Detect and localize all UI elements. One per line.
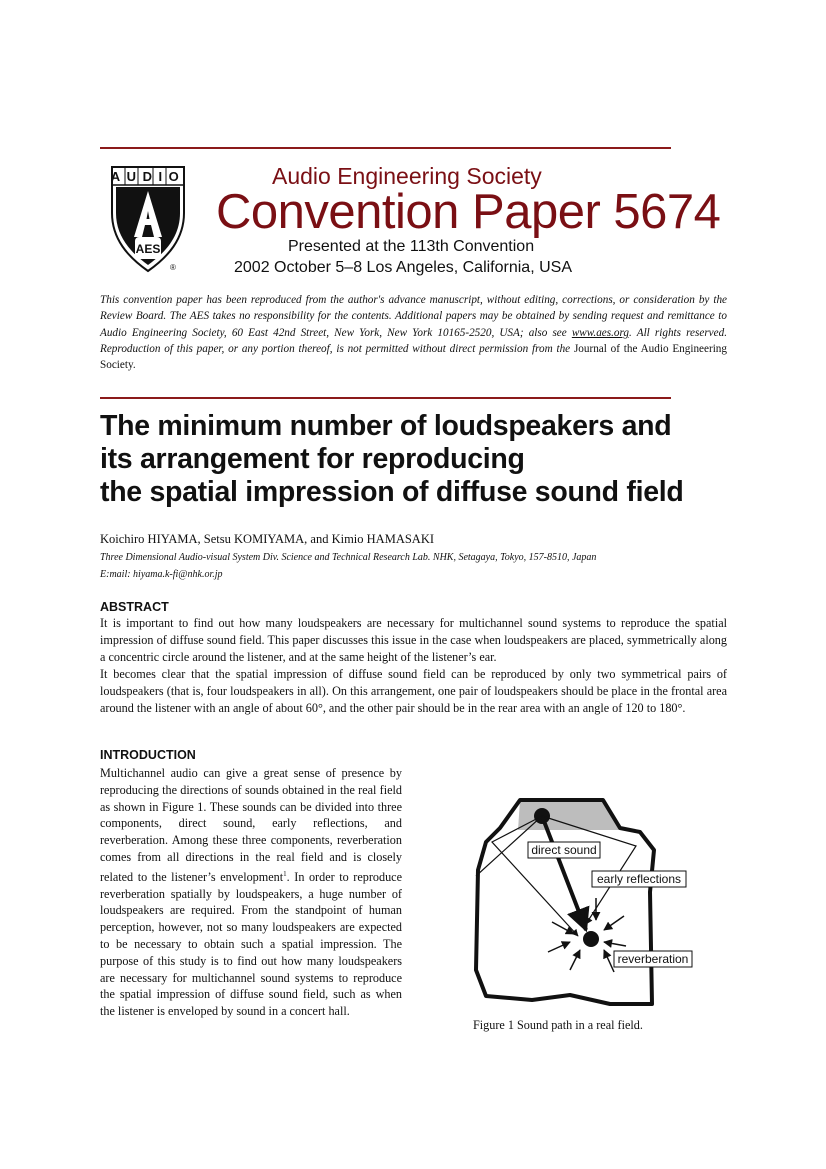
journal-name: Journal of the Audio Engineering Society. xyxy=(100,342,727,372)
disclaimer-text: This convention paper has been reproduced from the author's advance manuscript, without editing, corrections, or consideration by the Review Board. The AES takes no responsibility for the contents. Additional papers may be obtained by sending request and remittance to Audio Engineering Society, 60 East 42nd Street, New York, New York 10165-2520, USA; also see xyxy=(100,294,727,339)
hall-outline xyxy=(476,800,654,1004)
title-line-2: its arrangement for reproducing xyxy=(100,443,525,475)
figure-1-diagram xyxy=(470,790,700,1015)
presented-line: Presented at the 113th Convention xyxy=(288,238,535,255)
label-direct-sound xyxy=(528,842,600,858)
abstract-paragraph-1: It is important to find out how many loudspeakers are necessary for multichannel sound systems to reproduce the spatial impression of diffuse sound field. This paper discusses this issue in the case when loudspeakers are placed, symmetrically along a concentric circle around the listener, and at the same height of the listener’s ear. xyxy=(100,616,727,664)
logo-bottom-text: AES xyxy=(135,242,161,256)
affiliation: Three Dimensional Audio-visual System Div. Science and Technical Research Lab. NHK, Setagaya, Tokyo, 157-8510, Japan xyxy=(100,552,597,563)
aes-website-link[interactable]: www.aes.org xyxy=(571,326,630,339)
disclaimer xyxy=(100,292,727,373)
abstract-paragraph-2: It becomes clear that the spatial impression of diffuse sound field can be reproduced by only two symmetrical pairs of loudspeakers (that is, four loudspeakers in all). On this arrangement, one pair of loudspeakers should be place in the frontal area around the listener with an angle of about 60°, and the other pair should be in the rear area with an angle of 120 to 180°. xyxy=(100,667,727,715)
introduction-text-continued: . In order to reproduce reverberation spatially by loudspeakers, a huge number of loudspeakers are required. From the standpoint of human perception, however, not so many loudspeakers are expected to be necessary to obtain such a spatial impression. The purpose of this study is to find out how many loudspeakers are necessary for multichannel sound systems to reproduce the spatial impression of diffuse sound field, such as when the listener is enveloped by sound in a concert hall. xyxy=(100,869,402,1019)
header-bottom-rule xyxy=(100,397,671,399)
label-early-reflections xyxy=(592,871,686,887)
introduction-body xyxy=(100,765,402,1020)
title-line-3: the spatial impression of diffuse sound field xyxy=(100,476,684,508)
title-line-1: The minimum number of loudspeakers and xyxy=(100,410,672,442)
abstract-body xyxy=(100,615,727,717)
abstract-heading: ABSTRACT xyxy=(100,600,169,614)
introduction-text: Multichannel audio can give a great sense of presence by reproducing the directions of sounds obtained in the real field as shown in Figure 1. These sounds can be divided into three components, direct sound, early reflections, and reverberation. Among these three components, reverberation comes from all directions in the real field and is closely related to the listener’s envelopment xyxy=(100,766,402,884)
paper-title xyxy=(100,410,780,509)
authors: Koichiro HIYAMA, Setsu KOMIYAMA, and Kimio HAMASAKI xyxy=(100,532,435,546)
author-email: E:mail: hiyama.k-fi@nhk.or.jp xyxy=(100,569,223,580)
paper-type-heading: Convention Paper 5674 xyxy=(216,185,721,239)
aes-logo xyxy=(108,165,188,275)
label-reverberation xyxy=(614,951,692,967)
top-rule xyxy=(100,147,671,149)
listener xyxy=(583,931,599,947)
footnote-mark: 1 xyxy=(283,869,287,878)
label-reverberation-text: reverberation xyxy=(617,952,689,966)
label-early-reflections-text: early reflections xyxy=(596,872,682,886)
date-location-line: 2002 October 5–8 Los Angeles, California, USA xyxy=(234,259,572,276)
organization-name: Audio Engineering Society xyxy=(272,163,542,189)
logo-top-text: AUDIO xyxy=(110,169,186,184)
introduction-heading: INTRODUCTION xyxy=(100,748,196,762)
logo-registered-mark: ® xyxy=(170,263,176,272)
figure-1-caption: Figure 1 Sound path in a real field. xyxy=(473,1018,643,1032)
disclaimer-text-continued: . All rights reserved. Reproduction of this paper, or any portion thereof, is not permitted without direct permission from the xyxy=(100,326,728,355)
label-direct-sound-text: direct sound xyxy=(531,843,597,857)
